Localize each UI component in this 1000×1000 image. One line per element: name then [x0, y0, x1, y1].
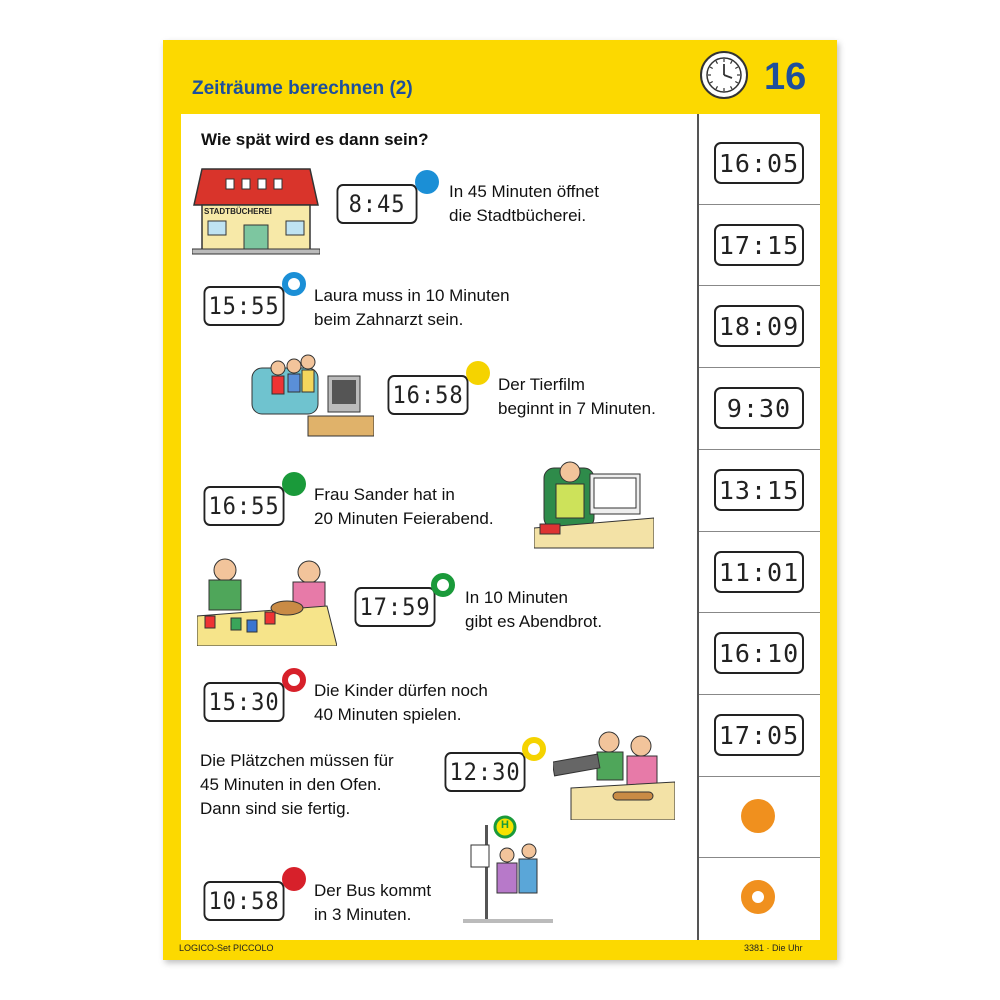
answer-separator — [699, 285, 820, 286]
task-ring-yellow — [522, 737, 546, 761]
task-dot-blue — [415, 170, 439, 194]
task-ring-blue — [282, 272, 306, 296]
card-title: Zeiträume berechnen (2) — [192, 78, 413, 99]
task-dot-green — [282, 472, 306, 496]
task-text: In 10 Minuten gibt es Abendbrot. — [465, 588, 603, 631]
answer-separator — [699, 612, 820, 613]
answer-separator — [699, 204, 820, 205]
clock-icon — [700, 51, 748, 99]
library-sign: STADTBÜCHEREI — [204, 207, 272, 216]
bus-stop-sign: H — [501, 819, 509, 831]
footer-left: LOGICO-Set PICCOLO — [179, 943, 274, 953]
task-ring-red — [282, 668, 306, 692]
answer-separator — [699, 694, 820, 695]
answer-clock: 9:30 — [714, 387, 804, 429]
task-clock: 12:30 — [445, 752, 526, 792]
task-clock: 17:59 — [355, 587, 436, 627]
task-clock: 16:58 — [388, 375, 469, 415]
answer-clock: 11:01 — [714, 551, 804, 593]
task-text: Laura muss in 10 Minuten beim Zahnarzt sein. — [314, 286, 510, 329]
card-number: 16 — [764, 56, 807, 98]
task-text: Der Tierfilm beginnt in 7 Minuten. — [498, 375, 656, 418]
task-text: Der Bus kommt in 3 Minuten. — [314, 881, 432, 924]
answer-clock: 17:15 — [714, 224, 804, 266]
task-clock: 16:55 — [204, 486, 285, 526]
answer-separator — [699, 367, 820, 368]
answer-clock: 16:10 — [714, 632, 804, 674]
baking-illustration — [553, 728, 675, 820]
task-ring-green — [431, 573, 455, 597]
answer-separator — [699, 531, 820, 532]
answer-clock: 17:05 — [714, 714, 804, 756]
question-heading: Wie spät wird es dann sein? — [201, 130, 429, 149]
office-illustration — [534, 458, 654, 550]
bus-stop-illustration — [463, 815, 553, 925]
answer-clock: 18:09 — [714, 305, 804, 347]
footer-right: 3381 · Die Uhr — [744, 943, 803, 953]
task-text: Frau Sander hat in 20 Minuten Feierabend. — [314, 485, 494, 528]
task-clock: 15:30 — [204, 682, 285, 722]
task-dot-yellow — [466, 361, 490, 385]
answer-separator — [699, 857, 820, 858]
task-text: In 45 Minuten öffnet die Stadtbücherei. — [449, 182, 599, 225]
answer-clock: 13:15 — [714, 469, 804, 511]
task-clock: 10:58 — [204, 881, 285, 921]
answer-column-divider — [697, 114, 699, 940]
task-dot-red — [282, 867, 306, 891]
task-text: Die Plätzchen müssen für 45 Minuten in den Ofen. Dann sind sie fertig. — [200, 751, 394, 818]
answer-ring-orange — [741, 880, 775, 914]
answer-separator — [699, 776, 820, 777]
answer-clock: 16:05 — [714, 142, 804, 184]
family-tv-illustration — [248, 348, 374, 440]
task-text: Die Kinder dürfen noch 40 Minuten spielen. — [314, 681, 488, 724]
dinner-illustration — [197, 550, 337, 646]
answer-separator — [699, 449, 820, 450]
task-clock: 8:45 — [337, 184, 418, 224]
task-clock: 15:55 — [204, 286, 285, 326]
answer-dot-orange — [741, 799, 775, 833]
